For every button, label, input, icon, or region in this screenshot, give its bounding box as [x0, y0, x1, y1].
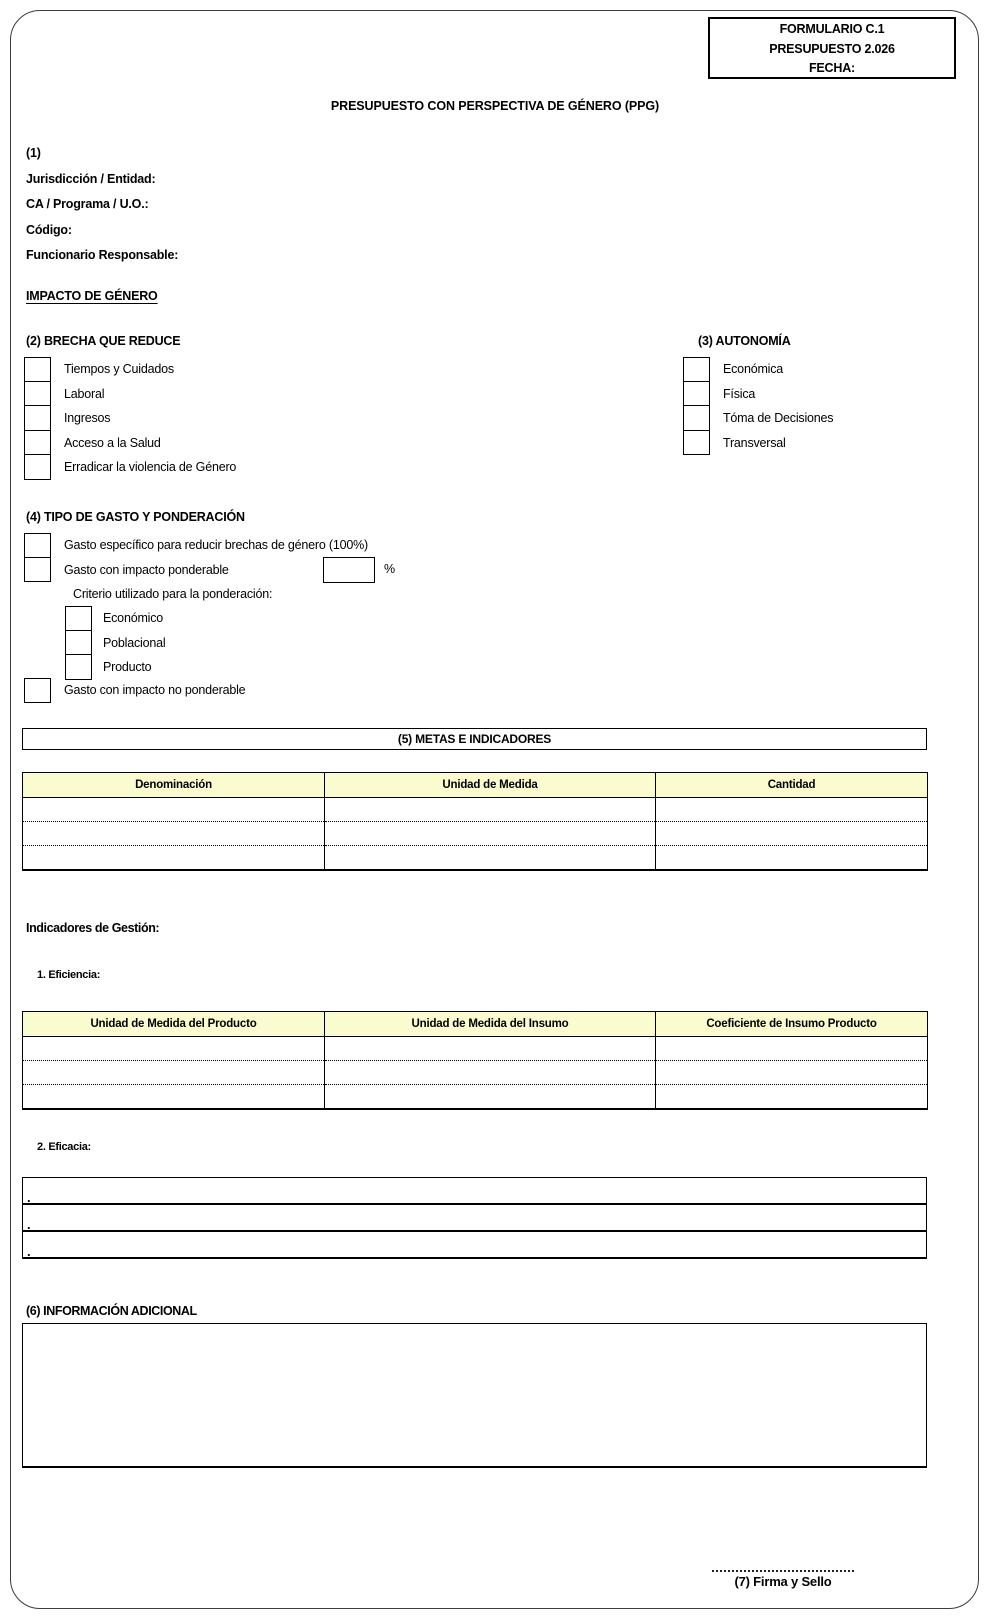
gasto-checkbox-ponderable[interactable]: [24, 558, 51, 583]
informacion-adicional-box[interactable]: [22, 1323, 927, 1468]
table-cell[interactable]: [325, 1085, 656, 1110]
table-cell[interactable]: [656, 1037, 928, 1061]
autonomia-row: [683, 406, 833, 431]
table-cell[interactable]: [23, 1085, 325, 1110]
gasto-row: [24, 678, 245, 703]
field-jurisdiccion-label: Jurisdicción / Entidad:: [26, 171, 156, 186]
criterio-checkbox-economico[interactable]: [65, 606, 92, 631]
autonomia-checkbox-fisica[interactable]: [683, 382, 710, 407]
table-cell[interactable]: [23, 1037, 325, 1061]
table-cell[interactable]: [325, 1061, 656, 1085]
table-cell[interactable]: [325, 822, 656, 846]
criterio-checklist: [65, 606, 165, 680]
eficiencia-col-insumo: Unidad de Medida del Insumo: [325, 1012, 656, 1037]
table-cell[interactable]: [23, 846, 325, 871]
brecha-row: [24, 455, 236, 480]
gasto-especifico-label: Gasto específico para reducir brechas de género (100%): [64, 538, 368, 553]
brecha-row: [24, 382, 236, 407]
form-code-box: [708, 17, 956, 79]
adicional-heading: (6) INFORMACIÓN ADICIONAL: [26, 1304, 197, 1318]
criterio-label-item: Poblacional: [103, 635, 166, 650]
eficiencia-table: [22, 1011, 928, 1110]
ponderacion-percent-input[interactable]: [323, 557, 375, 583]
metas-table: [22, 772, 928, 871]
autonomia-label: Económica: [723, 362, 784, 377]
table-row: [23, 1061, 928, 1085]
gasto-row: [24, 558, 368, 583]
metas-header-row: [23, 773, 928, 798]
brecha-row: [24, 406, 236, 431]
autonomia-row: [683, 431, 833, 456]
eficacia-row-dot: .: [27, 1190, 31, 1205]
brecha-label: Acceso a la Salud: [64, 435, 161, 450]
percent-symbol: %: [384, 562, 396, 576]
eficiencia-col-coeficiente: Coeficiente de Insumo Producto: [656, 1012, 928, 1037]
autonomia-checkbox-decisiones[interactable]: [683, 406, 710, 431]
identification-block: [26, 141, 178, 269]
autonomia-checkbox-transversal[interactable]: [683, 431, 710, 456]
impacto-heading: IMPACTO DE GÉNERO: [26, 289, 158, 303]
eficacia-row[interactable]: [23, 1232, 926, 1257]
table-cell[interactable]: [23, 798, 325, 822]
brecha-label: Tiempos y Cuidados: [64, 362, 174, 377]
table-row: [23, 846, 928, 871]
criterio-label: Criterio utilizado para la ponderación:: [73, 587, 273, 601]
criterio-checkbox-producto[interactable]: [65, 655, 92, 680]
form-number: FORMULARIO C.1: [779, 22, 885, 36]
table-row: [23, 822, 928, 846]
metas-banner: [22, 728, 927, 750]
autonomia-checklist: [683, 357, 833, 455]
gasto-checklist: [24, 533, 368, 582]
metas-heading: (5) METAS E INDICADORES: [397, 732, 552, 746]
criterio-row: [65, 655, 165, 680]
autonomia-label: Tóma de Decisiones: [723, 411, 834, 426]
table-cell[interactable]: [325, 798, 656, 822]
autonomia-label: Transversal: [723, 435, 786, 450]
eficacia-row[interactable]: [23, 1205, 926, 1232]
eficiencia-col-producto: Unidad de Medida del Producto: [23, 1012, 325, 1037]
criterio-label-item: Económico: [103, 611, 164, 626]
table-cell[interactable]: [23, 822, 325, 846]
eficacia-row-dot: .: [27, 1217, 31, 1232]
brecha-label: Erradicar la violencia de Género: [64, 460, 237, 475]
criterio-label-item: Producto: [103, 660, 152, 675]
gasto-checkbox-no-ponderable[interactable]: [24, 678, 51, 703]
table-row: [23, 1037, 928, 1061]
brecha-checkbox-salud[interactable]: [24, 431, 51, 456]
table-cell[interactable]: [23, 1061, 325, 1085]
autonomia-row: [683, 357, 833, 382]
gasto-checkbox-especifico[interactable]: [24, 533, 51, 558]
autonomia-checkbox-economica[interactable]: [683, 357, 710, 382]
eficiencia-label: 1. Eficiencia:: [37, 969, 101, 981]
table-cell[interactable]: [656, 822, 928, 846]
brecha-checkbox-violencia[interactable]: [24, 455, 51, 480]
table-cell[interactable]: [656, 1085, 928, 1110]
form-budget-year: PRESUPUESTO 2.026: [769, 41, 895, 56]
eficacia-label: 2. Eficacia:: [37, 1141, 91, 1153]
table-cell[interactable]: [325, 846, 656, 871]
brecha-row: [24, 431, 236, 456]
brecha-checkbox-tiempos[interactable]: [24, 357, 51, 382]
page-title: PRESUPUESTO CON PERSPECTIVA DE GÉNERO (PPG): [330, 99, 660, 113]
brecha-checklist: [24, 357, 236, 480]
indicadores-heading: Indicadores de Gestión:: [26, 921, 160, 935]
table-row: [23, 798, 928, 822]
form-date-label: FECHA:: [808, 61, 856, 75]
criterio-row: [65, 606, 165, 631]
eficacia-row-dot: .: [27, 1244, 31, 1259]
gasto-ponderable-label: Gasto con impacto ponderable: [64, 562, 229, 577]
criterio-checkbox-poblacional[interactable]: [65, 631, 92, 656]
field-funcionario-label: Funcionario Responsable:: [26, 248, 179, 262]
gasto-no-ponderable-row: [24, 678, 245, 703]
brecha-heading: (2) BRECHA QUE REDUCE: [26, 334, 181, 348]
eficiencia-header-row: [23, 1012, 928, 1037]
brecha-row: [24, 357, 236, 382]
brecha-label: Laboral: [64, 386, 105, 401]
signature-line[interactable]: [712, 1556, 854, 1572]
eficacia-row[interactable]: [23, 1178, 926, 1205]
metas-col-denominacion: Denominación: [23, 773, 325, 798]
field-programa-label: CA / Programa / U.O.:: [26, 197, 149, 211]
metas-col-unidad: Unidad de Medida: [325, 773, 656, 798]
gasto-no-ponderable-label: Gasto con impacto no ponderable: [64, 683, 246, 698]
brecha-checkbox-ingresos[interactable]: [24, 406, 51, 431]
autonomia-label: Física: [723, 386, 756, 401]
table-cell[interactable]: [656, 1061, 928, 1085]
identification-number: (1): [26, 146, 41, 160]
gasto-row: [24, 533, 368, 558]
field-codigo-label: Código:: [26, 222, 72, 237]
gasto-heading: (4) TIPO DE GASTO Y PONDERACIÓN: [26, 510, 245, 524]
eficacia-box: [22, 1177, 927, 1259]
criterio-row: [65, 631, 165, 656]
table-cell[interactable]: [325, 1037, 656, 1061]
firma-label: (7) Firma y Sello: [734, 1574, 832, 1589]
table-cell[interactable]: [656, 798, 928, 822]
brecha-label: Ingresos: [64, 411, 111, 426]
autonomia-heading: (3) AUTONOMÍA: [698, 334, 791, 348]
table-row: [23, 1085, 928, 1110]
brecha-checkbox-laboral[interactable]: [24, 382, 51, 407]
metas-col-cantidad: Cantidad: [656, 773, 928, 798]
autonomia-row: [683, 382, 833, 407]
table-cell[interactable]: [656, 846, 928, 871]
